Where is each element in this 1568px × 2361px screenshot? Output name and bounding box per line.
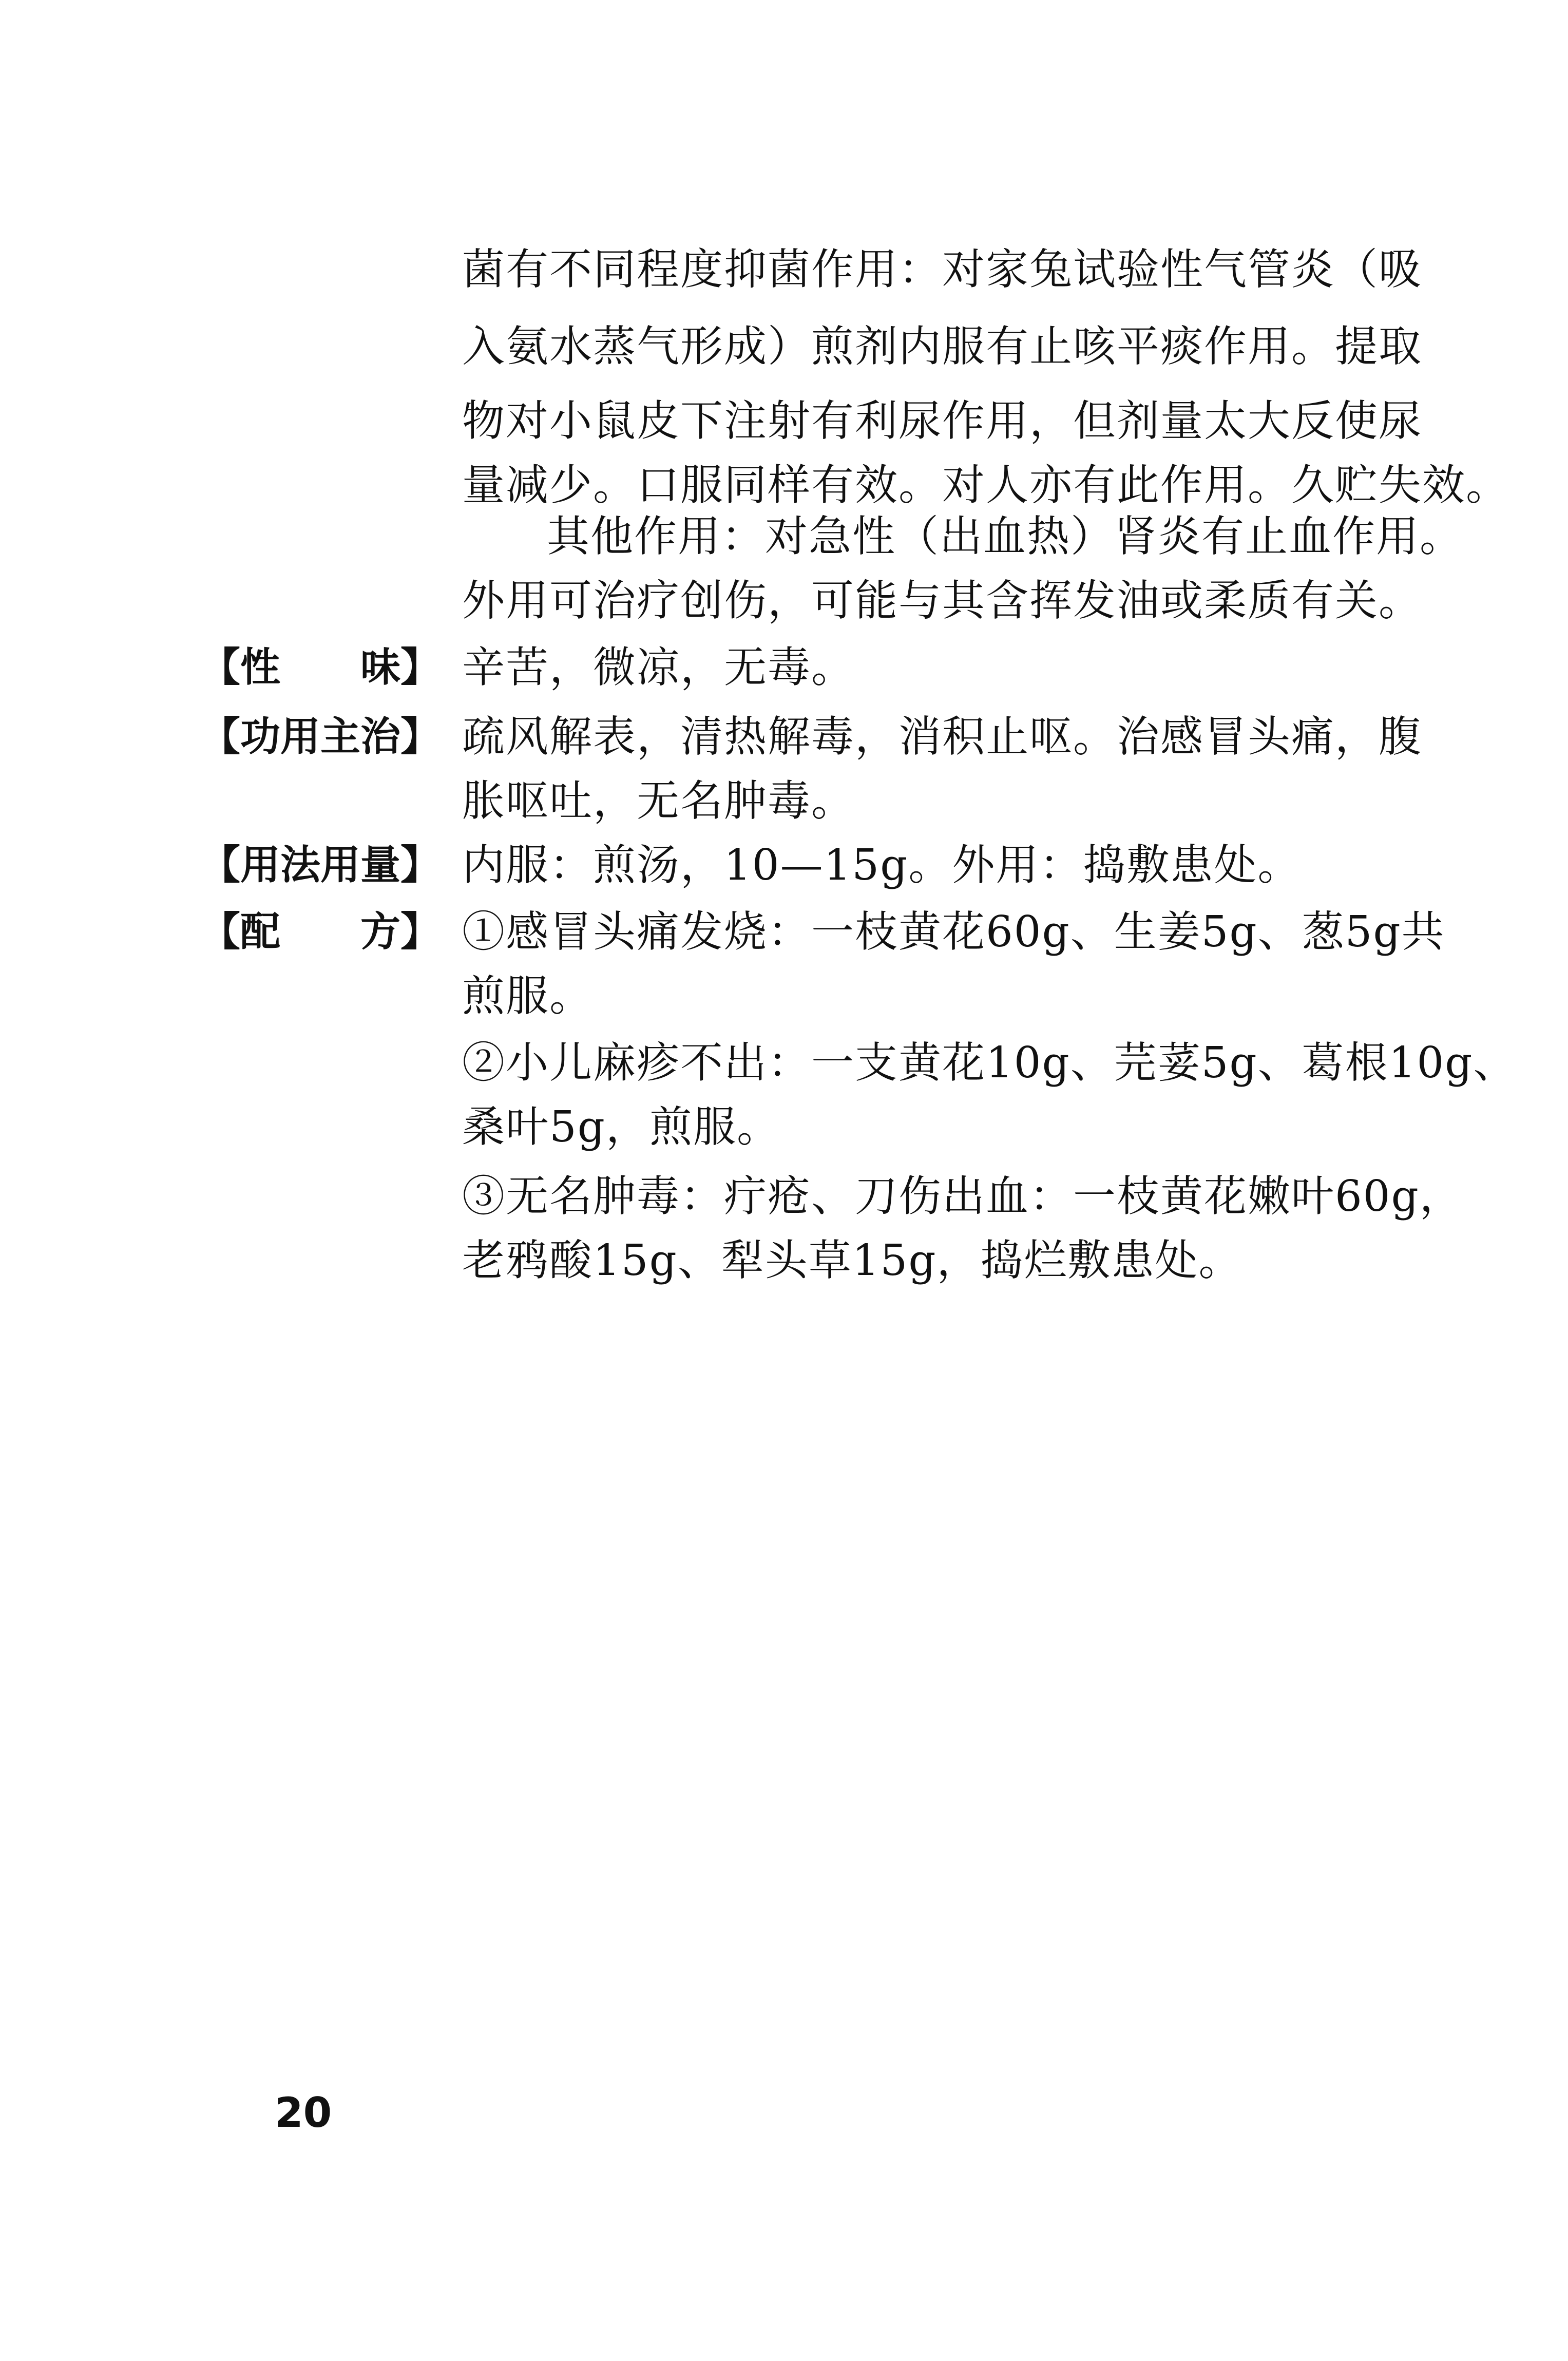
body-text-line: 其他作用：对急性（出血热）肾炎有止血作用。 (547, 511, 1463, 561)
section-text-dosage: 内服：煎汤，10—15g。外用：捣敷患处。 (462, 840, 1302, 890)
formula-line: ②小儿麻疹不出：一支黄花10g、芫荽5g、葛根10g、 (462, 1038, 1517, 1088)
section-label-formula: 【配 方】 (200, 909, 441, 955)
formula-line: ③无名肿毒：疔疮、刀伤出血：一枝黄花嫩叶60g， (462, 1171, 1463, 1221)
body-text-line: 外用可治疗创伤，可能与其含挥发油或柔质有关。 (462, 576, 1422, 625)
formula-line: 煎服。 (462, 971, 593, 1021)
body-text-line: 物对小鼠皮下注射有利尿作用，但剂量太大反使尿 (462, 396, 1422, 446)
body-text-line: 菌有不同程度抑菌作用：对家兔试验性气管炎（吸 (462, 244, 1422, 294)
section-label-dosage: 【用法用量】 (200, 842, 441, 888)
body-text-line: 量减少。口服同样有效。对人亦有此作用。久贮失效。 (462, 460, 1509, 510)
section-label-function: 【功用主治】 (200, 714, 441, 760)
body-text-line: 入氨水蒸气形成）煎剂内服有止咳平痰作用。提取 (462, 321, 1422, 371)
section-text-taste: 辛苦，微凉，无毒。 (462, 642, 855, 692)
formula-line: 老鸦酸15g、犁头草15g，捣烂敷患处。 (462, 1235, 1242, 1285)
page-number: 20 (275, 2089, 332, 2137)
formula-line: ①感冒头痛发烧：一枝黄花60g、生姜5g、葱5g共 (462, 907, 1445, 957)
section-text-function: 胀呕吐，无名肿毒。 (462, 776, 855, 826)
section-label-taste: 【性 味】 (200, 644, 441, 691)
formula-line: 桑叶5g，煎服。 (462, 1102, 780, 1152)
section-text-function: 疏风解表，清热解毒，消积止呕。治感冒头痛，腹 (462, 712, 1422, 761)
